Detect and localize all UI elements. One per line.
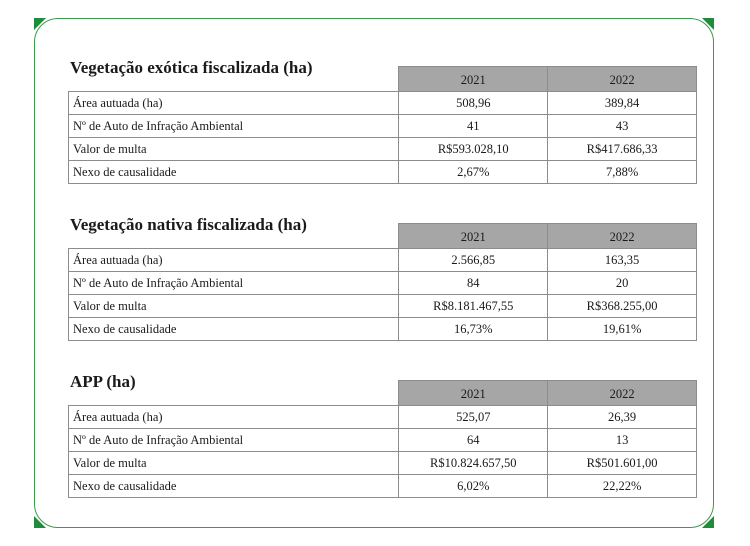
value-2022: 43 xyxy=(548,115,697,138)
table-row xyxy=(69,115,697,138)
row-label: Valor de multa xyxy=(69,295,399,318)
row-label: Nexo de causalidade xyxy=(69,161,399,184)
value-2021: R$593.028,10 xyxy=(399,138,548,161)
value-2021: 2,67% xyxy=(399,161,548,184)
year-header-2021: 2021 xyxy=(399,224,548,249)
value-2022: 7,88% xyxy=(548,161,697,184)
corner-triangle-top-right xyxy=(702,18,714,30)
row-label: Área autuada (ha) xyxy=(69,406,399,429)
value-2021: 525,07 xyxy=(399,406,548,429)
table-row xyxy=(69,452,697,475)
section-title: Vegetação exótica fiscalizada (ha) xyxy=(70,58,313,77)
row-label: Nexo de causalidade xyxy=(69,475,399,498)
section-title: Vegetação nativa fiscalizada (ha) xyxy=(70,215,307,234)
value-2021: 84 xyxy=(399,272,548,295)
value-2022: 19,61% xyxy=(548,318,697,341)
value-2021: 64 xyxy=(399,429,548,452)
data-table xyxy=(68,223,697,341)
value-2022: 22,22% xyxy=(548,475,697,498)
table-row xyxy=(69,161,697,184)
table-row xyxy=(69,318,697,341)
table-header-row xyxy=(69,224,697,249)
table-row xyxy=(69,92,697,115)
value-2021: 6,02% xyxy=(399,475,548,498)
value-2022: 389,84 xyxy=(548,92,697,115)
value-2021: R$10.824.657,50 xyxy=(399,452,548,475)
value-2022: 20 xyxy=(548,272,697,295)
row-label: Área autuada (ha) xyxy=(69,92,399,115)
corner-triangle-bottom-left xyxy=(34,516,46,528)
section-title: APP (ha) xyxy=(70,372,136,391)
table-row xyxy=(69,249,697,272)
value-2022: R$501.601,00 xyxy=(548,452,697,475)
row-label: Nº de Auto de Infração Ambiental xyxy=(69,115,399,138)
row-label: Nexo de causalidade xyxy=(69,318,399,341)
corner-triangle-top-left xyxy=(34,18,46,30)
data-table xyxy=(68,380,697,498)
header-blank-cell xyxy=(69,224,399,249)
year-header-2021: 2021 xyxy=(399,381,548,406)
year-header-2022: 2022 xyxy=(548,224,697,249)
header-blank-cell xyxy=(69,381,399,406)
value-2022: R$417.686,33 xyxy=(548,138,697,161)
corner-triangle-bottom-right xyxy=(702,516,714,528)
row-label: Área autuada (ha) xyxy=(69,249,399,272)
value-2021: 41 xyxy=(399,115,548,138)
value-2022: 13 xyxy=(548,429,697,452)
table-row xyxy=(69,272,697,295)
table-row xyxy=(69,475,697,498)
year-header-2022: 2022 xyxy=(548,67,697,92)
table-row xyxy=(69,295,697,318)
row-label: Valor de multa xyxy=(69,138,399,161)
value-2022: 163,35 xyxy=(548,249,697,272)
value-2021: 2.566,85 xyxy=(399,249,548,272)
table-row xyxy=(69,429,697,452)
header-blank-cell xyxy=(69,67,399,92)
data-table xyxy=(68,66,697,184)
table-row xyxy=(69,406,697,429)
table-row xyxy=(69,138,697,161)
year-header-2021: 2021 xyxy=(399,67,548,92)
row-label: Nº de Auto de Infração Ambiental xyxy=(69,272,399,295)
value-2022: R$368.255,00 xyxy=(548,295,697,318)
value-2021: R$8.181.467,55 xyxy=(399,295,548,318)
table-header-row xyxy=(69,67,697,92)
value-2022: 26,39 xyxy=(548,406,697,429)
value-2021: 508,96 xyxy=(399,92,548,115)
table-header-row xyxy=(69,381,697,406)
value-2021: 16,73% xyxy=(399,318,548,341)
row-label: Nº de Auto de Infração Ambiental xyxy=(69,429,399,452)
row-label: Valor de multa xyxy=(69,452,399,475)
year-header-2022: 2022 xyxy=(548,381,697,406)
